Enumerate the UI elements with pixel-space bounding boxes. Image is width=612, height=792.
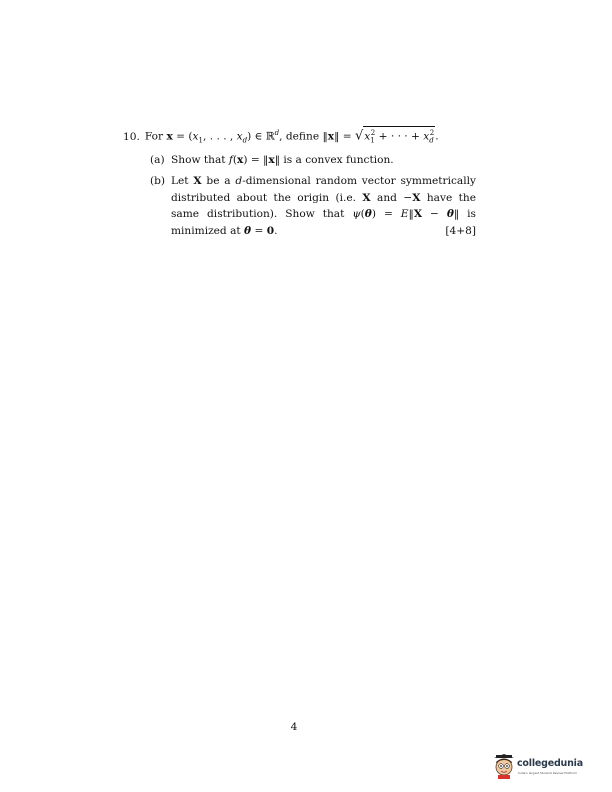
part-a-label: (a) <box>150 154 165 166</box>
marks-allocation: [4+8] <box>445 224 476 237</box>
logo-tagline: India's largest Student Review Platform <box>518 771 578 775</box>
question-number: 10. <box>123 130 140 143</box>
question-part-b <box>150 173 476 239</box>
sqrt-expression: $√x_1^2$ + · · · + $x_d^2$ <box>355 126 435 147</box>
question-part-a <box>150 152 476 169</box>
question-stem-prefix: For <box>144 130 164 143</box>
part-a-text: Show that f(x) = ‖x‖ is a convex function. <box>171 154 394 166</box>
page-number: 4 <box>290 721 298 733</box>
mascot-icon <box>492 754 516 780</box>
part-b-text: Let X be a d-dimensional random vector symmetrically distributed about the origin (i.e. X and −X have the same distribution). Show that ψ(θ) = E‖X − θ‖ is minimized at θ = 0. <box>171 175 477 237</box>
part-b-label: (b) <box>150 175 166 187</box>
question-10-stem: 10. For $x = (x_1$, . . . , $x_d$) ∈ ℝ$^d$, define ‖x‖ = $√x_1^2$ + · · · + $x_d^2$. <box>123 126 439 148</box>
logo-wordmark: collegedunia <box>517 758 583 769</box>
collegedunia-logo <box>492 752 596 782</box>
